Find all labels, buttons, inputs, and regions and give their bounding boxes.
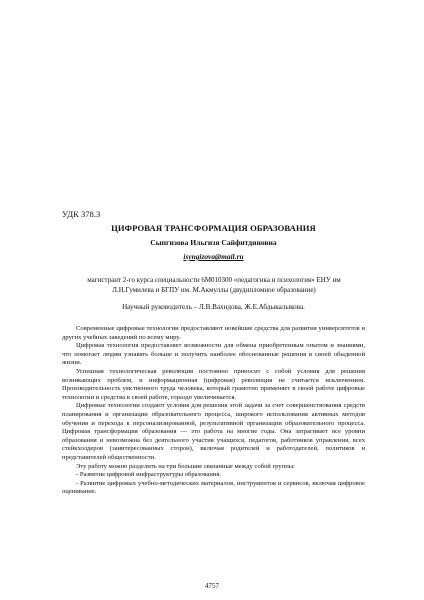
article-body: [62, 325, 365, 497]
list-item: - Развитие цифровых учебно-методических материалов, инструментов и сервисов, включая цифровое оценивание.: [62, 479, 365, 496]
udc-code: УДК 378.3: [62, 209, 101, 219]
body-paragraph: Цифровая технология предоставляет возможности для обмена приобретенным опытом и знаниями, что помогает людям узнавать больше и получить наиболее обоснованные решения в своей обыденной жизни.: [62, 342, 365, 367]
scientific-supervisor: Научный руководитель – Л.В.Вахидова, Ж.Е.Абдыкалыкова.: [122, 303, 305, 311]
article-title: ЦИФРОВАЯ ТРАНСФОРМАЦИЯ ОБРАЗОВАНИЯ: [111, 223, 316, 233]
page-number: 4757: [205, 582, 219, 590]
body-paragraph: Эту работу можно разделить на три большие связанные между собой группы:: [76, 462, 296, 470]
body-paragraph: Успешная технологическая революция постоянно приносит с собой условия для решения возникающих проблем, и информационная (цифровая) революция не считается исключением. Производительность умственного труда человека, который грамотно применяет в своей работе цифровые технологии и средства в своей работе, гораздо увеличивается.: [62, 367, 365, 401]
list-item: - Развитие цифровой инфраструктуры образования.: [76, 471, 222, 479]
body-paragraph: Цифровые технологии создают условия для решения этой задачи за счет совершенствования средств планирования и организации образовательного процесса, широкого использования активных методов обучения и перехода к персонализированной, результативной организации образовательного процесса. Цифровая трансформация образования — это работа на многие годы. Она затрагивает все уровни образования и невозможна без деятельного участия учащихся, педагогов, работников управления, всех стейкхолдеров (заинтересованных сторон), включая родителей и работодателей, политиков и представителей общественности.: [62, 402, 365, 461]
author-name: Сыпгизова Ильгизя Сайфитдиновна: [150, 238, 277, 247]
author-email[interactable]: isyngizova@mail.ru: [183, 252, 244, 261]
body-paragraph: Современные цифровые технологии предоставляют новейшие средства для развития университетов и других учебных заведений по всему миру.: [62, 325, 365, 341]
author-affiliation: магистрант 2-го курса специальности 6М010300 «педагогика и психология» ЕНУ им Л.Н.Гумилева и БГПУ им. М.Акмуллы (двудипломное образование): [87, 276, 341, 294]
